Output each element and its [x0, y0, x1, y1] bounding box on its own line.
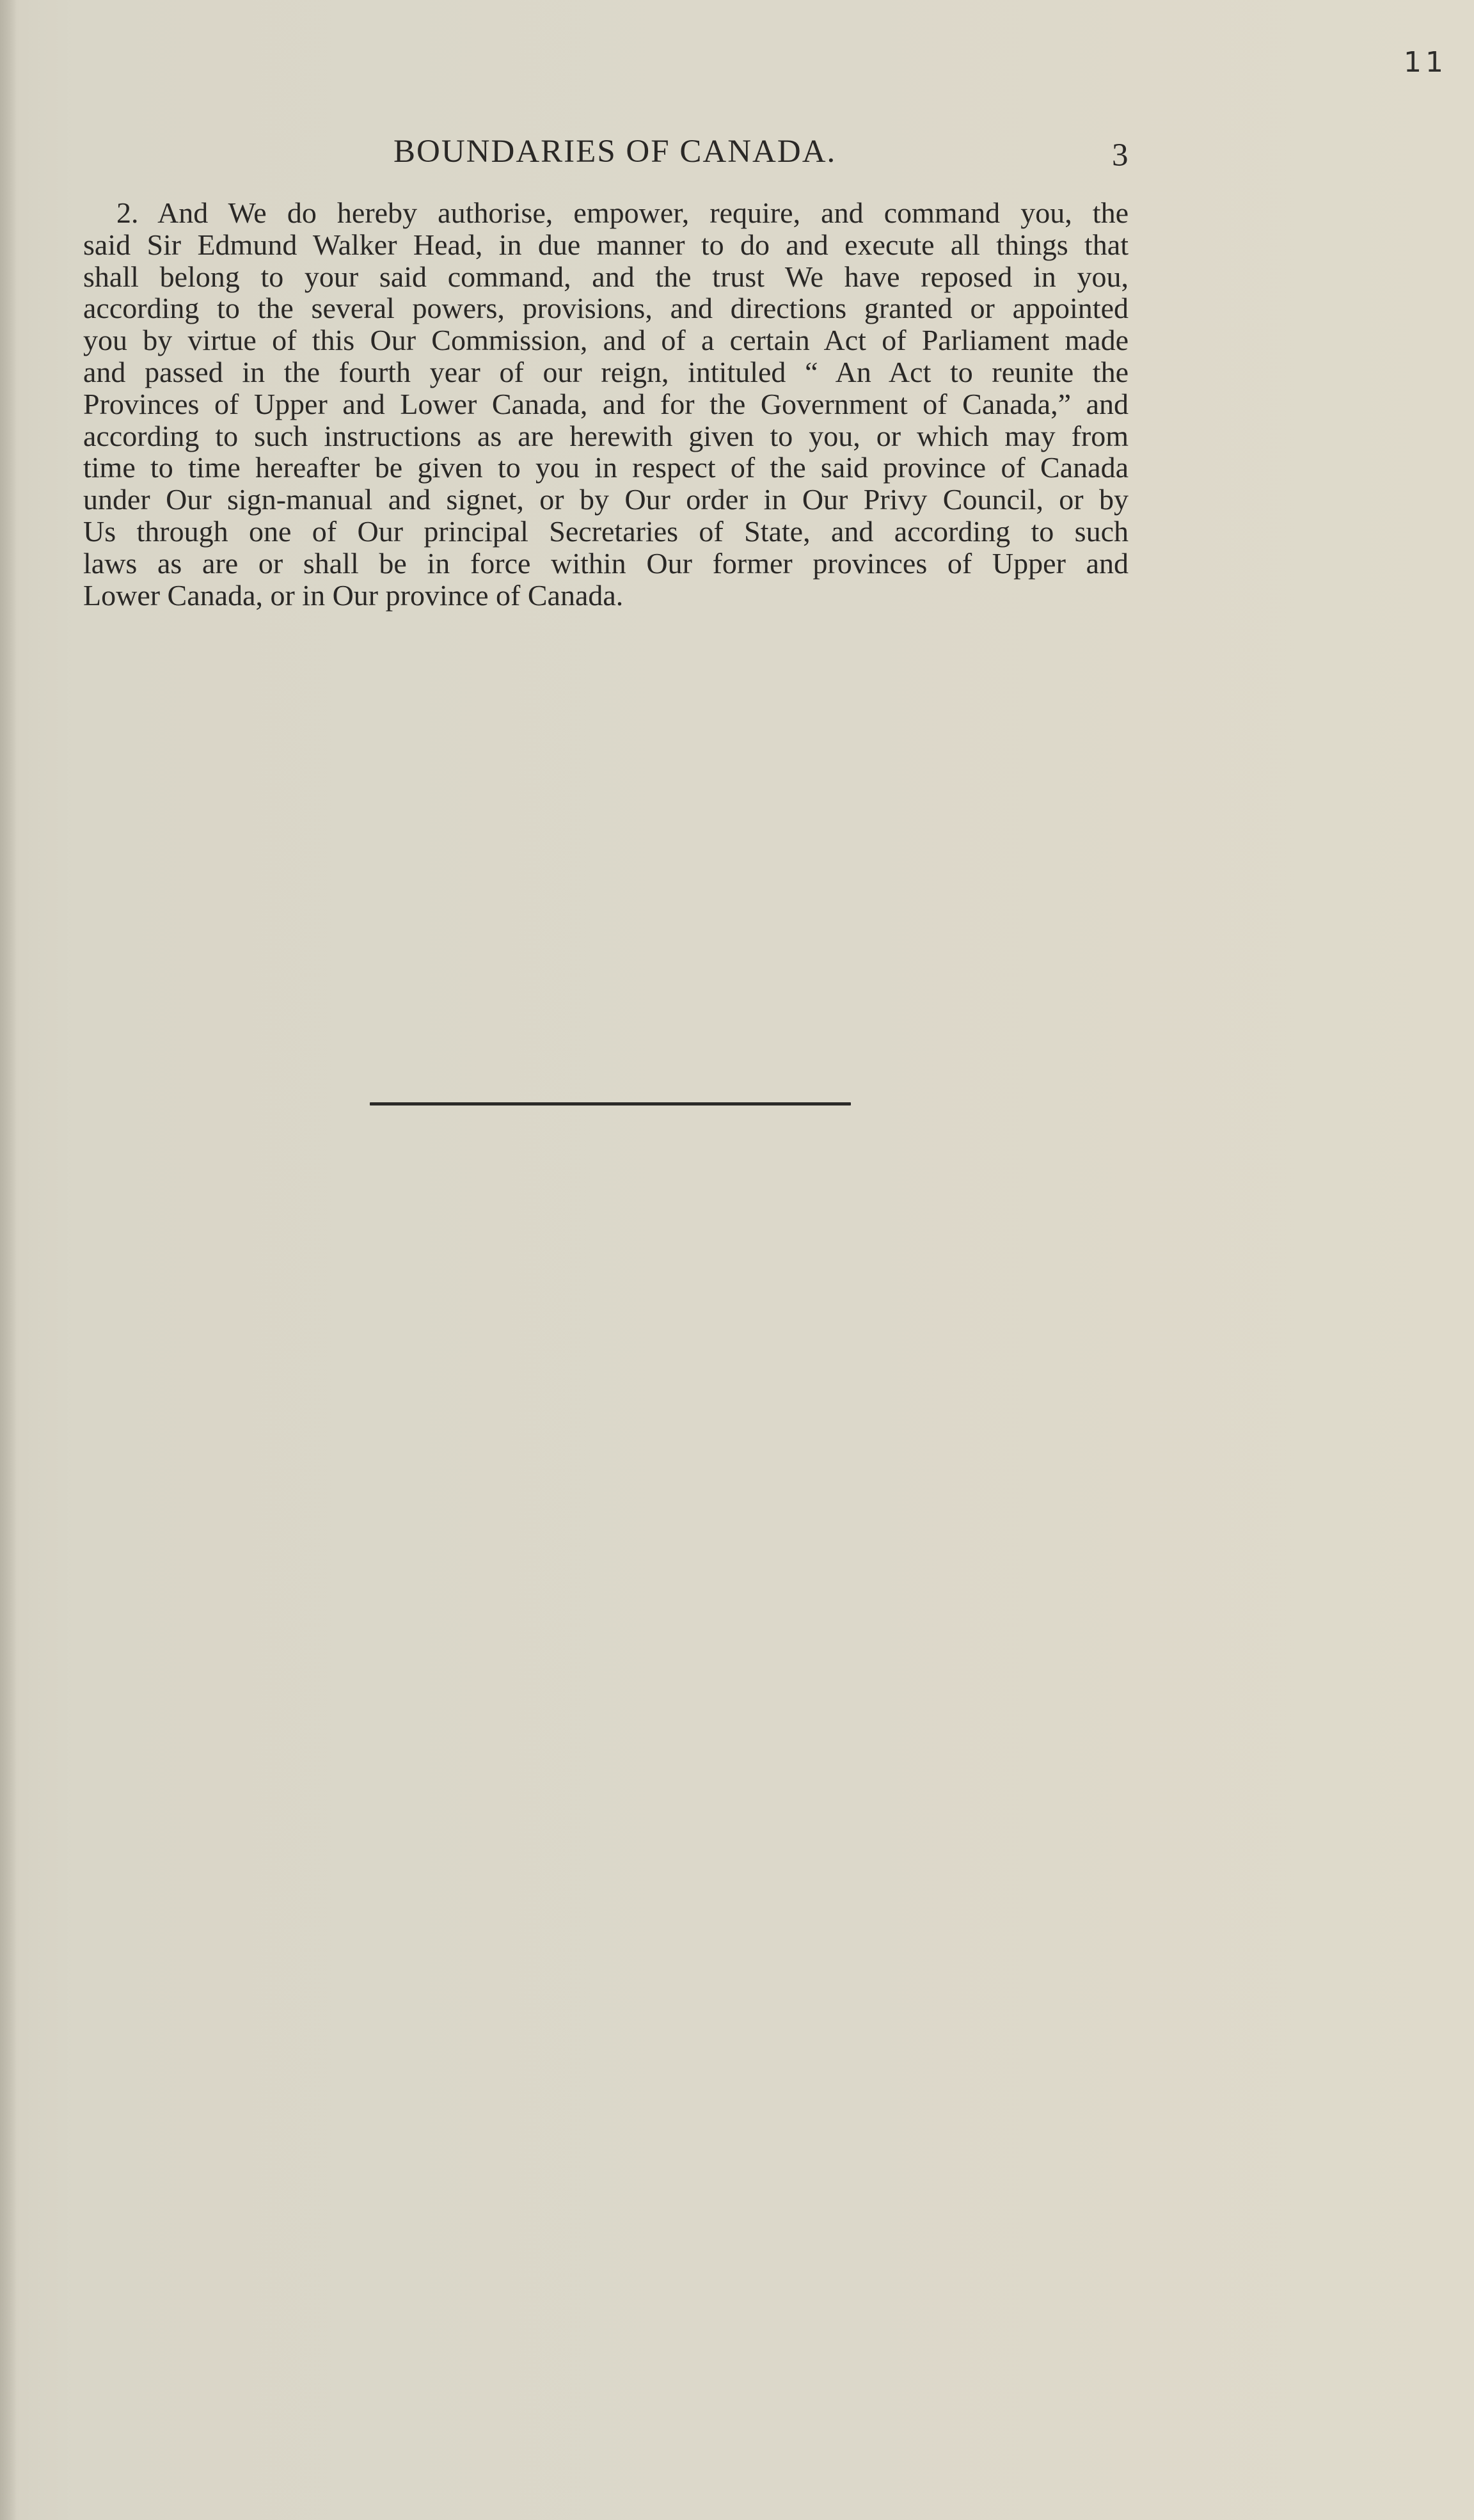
paragraph-line: Provinces of Upper and Lower Canada, and for the Government of Canada,” and	[83, 387, 1129, 420]
paragraph-line: 2. And We do hereby authorise, empower, require, and command you, the	[116, 196, 1129, 229]
paragraph-line: according to such instructions as are herewith given to you, or which may from	[83, 419, 1129, 452]
folio-page-number: 3	[1112, 138, 1129, 173]
section-end-rule	[370, 1102, 851, 1105]
paragraph-line: said Sir Edmund Walker Head, in due manner to do and execute all things that	[83, 228, 1129, 261]
paragraph-line: Lower Canada, or in Our province of Canada.	[83, 578, 624, 612]
paragraph-line: you by virtue of this Our Commission, and of a certain Act of Parliament made	[83, 324, 1129, 357]
paragraph-line: laws as are or shall be in force within Our former provinces of Upper and	[83, 546, 1129, 580]
paragraph-line: time to time hereafter be given to you in respect of the said province of Canada	[83, 451, 1129, 484]
paragraph-line: Us through one of Our principal Secretaries of State, and according to such	[83, 514, 1129, 548]
paragraph-line: under Our sign-manual and signet, or by Our order in Our Privy Council, or by	[83, 483, 1129, 516]
page-number-stamp: 11	[1404, 46, 1447, 79]
paragraph-line: and passed in the fourth year of our reign, intituled “ An Act to reunite the	[83, 355, 1129, 388]
running-head: BOUNDARIES OF CANADA.	[393, 134, 837, 170]
page-edge-shadow	[0, 0, 17, 2520]
paragraph-line: shall belong to your said command, and the trust We have reposed in you,	[83, 260, 1129, 293]
paragraph-body	[83, 197, 1129, 611]
paragraph-line: according to the several powers, provisions, and directions granted or appointed	[83, 292, 1129, 325]
